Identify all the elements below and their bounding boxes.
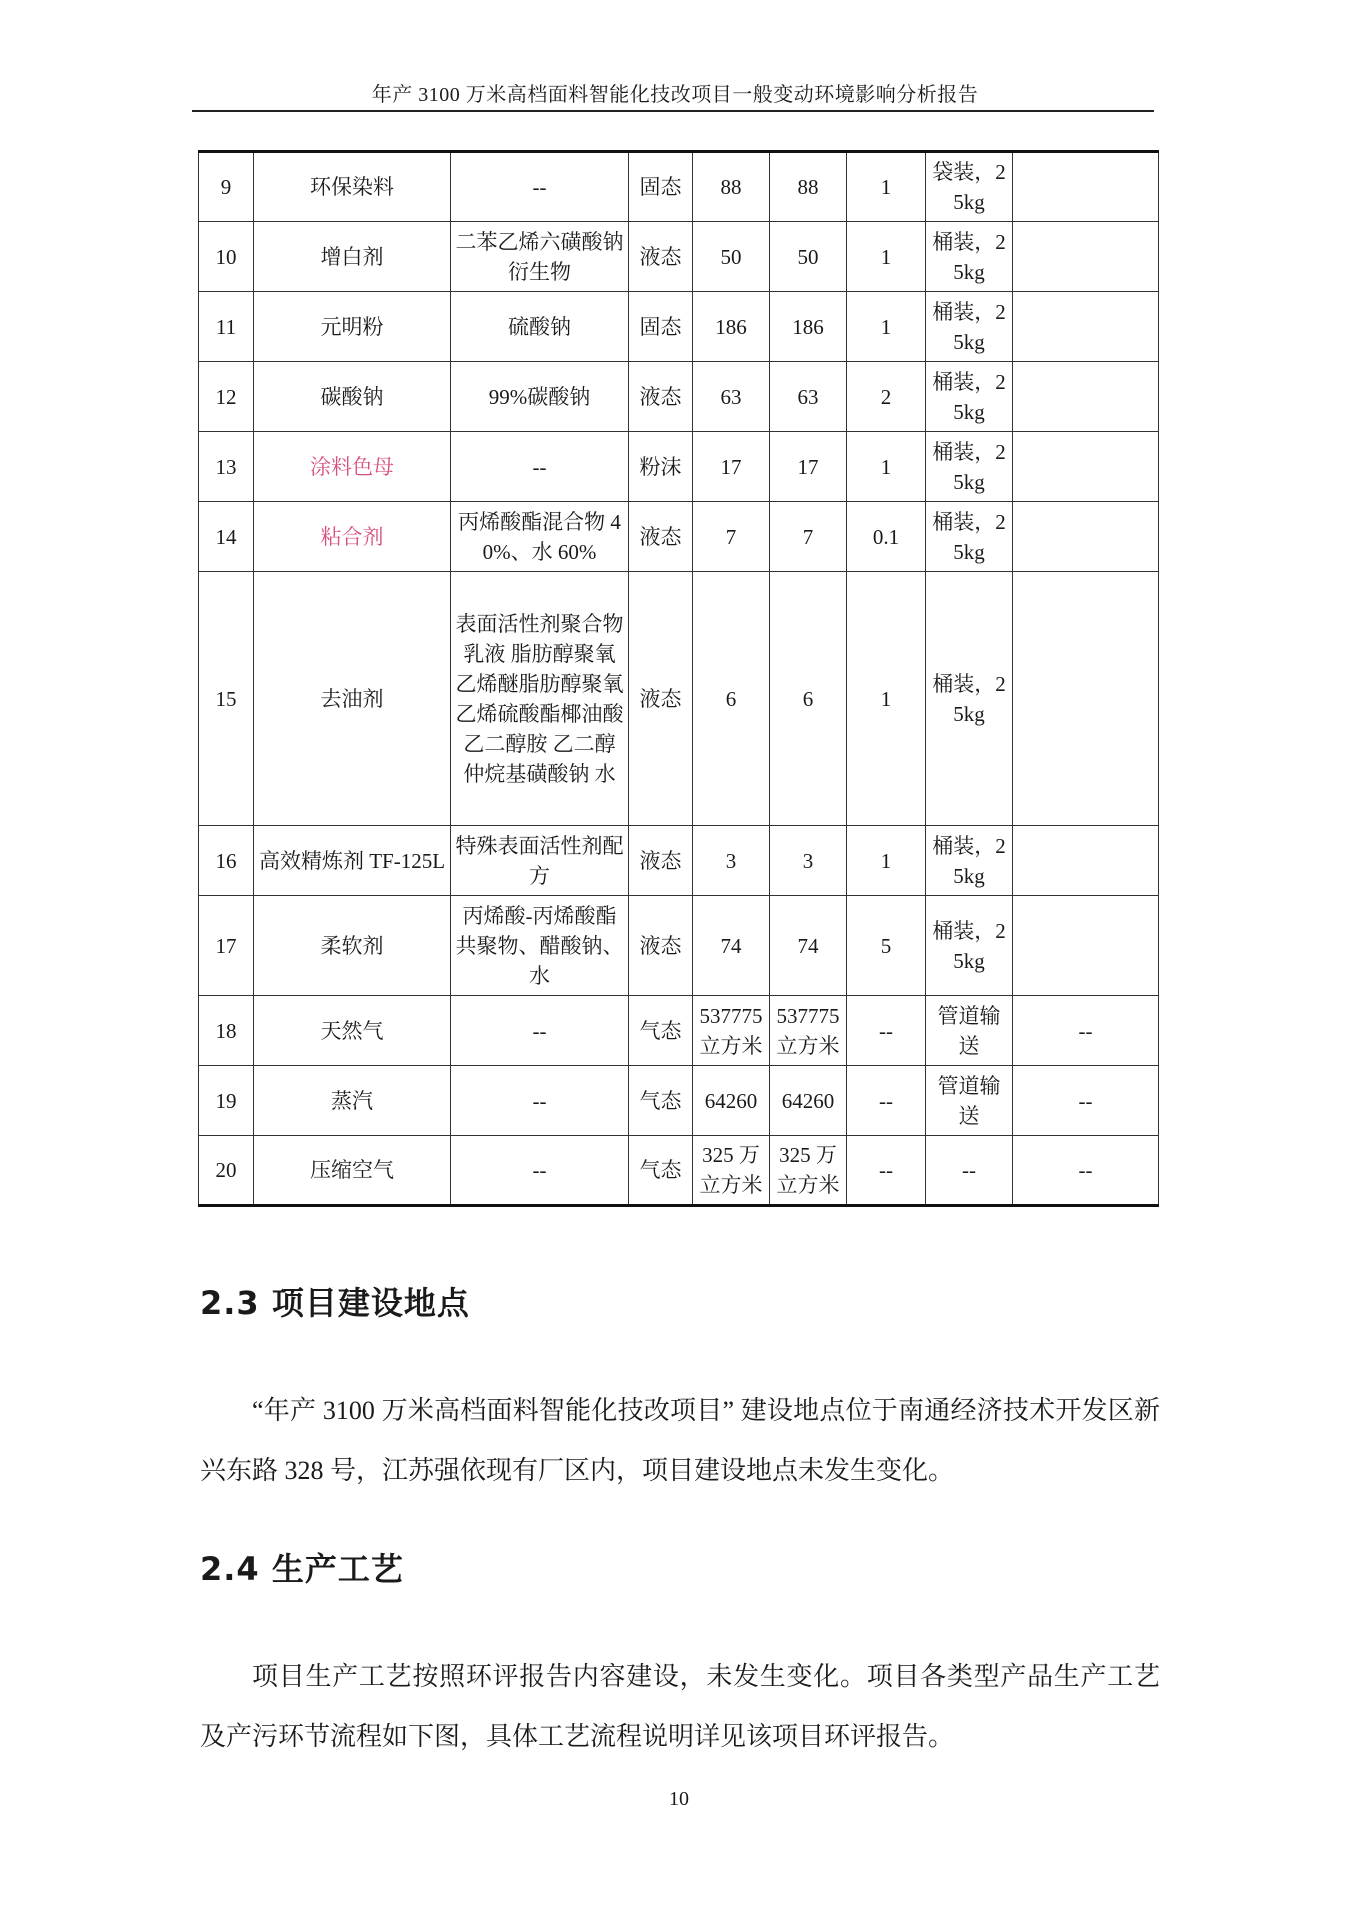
cell-extra bbox=[1013, 896, 1159, 996]
cell-no: 14 bbox=[199, 502, 254, 572]
cell-v2: 17 bbox=[770, 432, 847, 502]
materials-table bbox=[198, 150, 1159, 1207]
cell-name: 环保染料 bbox=[254, 152, 451, 222]
cell-v2: 3 bbox=[770, 826, 847, 896]
cell-no: 19 bbox=[199, 1066, 254, 1136]
cell-state: 气态 bbox=[629, 1066, 693, 1136]
cell-v1: 6 bbox=[693, 572, 770, 826]
cell-extra bbox=[1013, 362, 1159, 432]
cell-state: 气态 bbox=[629, 1136, 693, 1206]
section-paragraph-2-4: 项目生产工艺按照环评报告内容建设，未发生变化。项目各类型产品生产工艺及产污环节流程如下图，具体工艺流程说明详见该项目环评报告。 bbox=[200, 1662, 1160, 1751]
table-row bbox=[199, 432, 1159, 502]
cell-no: 10 bbox=[199, 222, 254, 292]
cell-state: 固态 bbox=[629, 152, 693, 222]
cell-component: -- bbox=[451, 432, 629, 502]
section-heading-2-4: 2.4 生产工艺 bbox=[200, 1550, 404, 1588]
cell-pack: -- bbox=[926, 1136, 1013, 1206]
table-row bbox=[199, 502, 1159, 572]
table-row bbox=[199, 1066, 1159, 1136]
cell-v1: 186 bbox=[693, 292, 770, 362]
cell-component: 特殊表面活性剂配方 bbox=[451, 826, 629, 896]
cell-name: 增白剂 bbox=[254, 222, 451, 292]
cell-v1: 50 bbox=[693, 222, 770, 292]
cell-extra bbox=[1013, 432, 1159, 502]
cell-state: 粉沫 bbox=[629, 432, 693, 502]
cell-pack: 桶装，25kg bbox=[926, 826, 1013, 896]
cell-v1: 537775立方米 bbox=[693, 996, 770, 1066]
cell-name: 涂料色母 bbox=[254, 432, 451, 502]
cell-name: 高效精炼剂 TF-125L bbox=[254, 826, 451, 896]
table-row bbox=[199, 572, 1159, 826]
page-number: 10 bbox=[669, 1788, 689, 1810]
cell-v1: 3 bbox=[693, 826, 770, 896]
cell-no: 16 bbox=[199, 826, 254, 896]
cell-extra bbox=[1013, 222, 1159, 292]
cell-pack: 桶装，25kg bbox=[926, 362, 1013, 432]
cell-extra bbox=[1013, 502, 1159, 572]
cell-state: 液态 bbox=[629, 572, 693, 826]
cell-v2: 74 bbox=[770, 896, 847, 996]
cell-v2: 186 bbox=[770, 292, 847, 362]
cell-v3: 2 bbox=[847, 362, 926, 432]
cell-v2: 325 万立方米 bbox=[770, 1136, 847, 1206]
table-row bbox=[199, 362, 1159, 432]
cell-name: 天然气 bbox=[254, 996, 451, 1066]
cell-pack: 袋装，25kg bbox=[926, 152, 1013, 222]
cell-v2: 50 bbox=[770, 222, 847, 292]
table-row bbox=[199, 292, 1159, 362]
cell-no: 17 bbox=[199, 896, 254, 996]
cell-name: 压缩空气 bbox=[254, 1136, 451, 1206]
cell-v2: 7 bbox=[770, 502, 847, 572]
cell-v1: 88 bbox=[693, 152, 770, 222]
cell-v3: 1 bbox=[847, 826, 926, 896]
cell-extra bbox=[1013, 572, 1159, 826]
cell-v3: 1 bbox=[847, 572, 926, 826]
cell-state: 液态 bbox=[629, 896, 693, 996]
cell-state: 液态 bbox=[629, 362, 693, 432]
cell-state: 气态 bbox=[629, 996, 693, 1066]
cell-v2: 64260 bbox=[770, 1066, 847, 1136]
cell-state: 液态 bbox=[629, 502, 693, 572]
cell-v3: 1 bbox=[847, 222, 926, 292]
cell-v3: 5 bbox=[847, 896, 926, 996]
section-heading-2-3: 2.3 项目建设地点 bbox=[200, 1284, 470, 1322]
cell-no: 20 bbox=[199, 1136, 254, 1206]
cell-v1: 17 bbox=[693, 432, 770, 502]
cell-no: 12 bbox=[199, 362, 254, 432]
cell-v1: 7 bbox=[693, 502, 770, 572]
cell-extra: -- bbox=[1013, 996, 1159, 1066]
cell-v2: 537775立方米 bbox=[770, 996, 847, 1066]
cell-component: 99%碳酸钠 bbox=[451, 362, 629, 432]
cell-pack: 桶装，25kg bbox=[926, 432, 1013, 502]
cell-v3: -- bbox=[847, 996, 926, 1066]
table-row bbox=[199, 826, 1159, 896]
cell-extra: -- bbox=[1013, 1066, 1159, 1136]
table-row bbox=[199, 896, 1159, 996]
cell-state: 液态 bbox=[629, 222, 693, 292]
cell-pack: 管道输送 bbox=[926, 996, 1013, 1066]
cell-extra bbox=[1013, 826, 1159, 896]
cell-name: 去油剂 bbox=[254, 572, 451, 826]
cell-pack: 桶装，25kg bbox=[926, 502, 1013, 572]
cell-state: 固态 bbox=[629, 292, 693, 362]
cell-v3: 1 bbox=[847, 432, 926, 502]
cell-v3: 1 bbox=[847, 152, 926, 222]
cell-no: 18 bbox=[199, 996, 254, 1066]
cell-pack: 桶装，25kg bbox=[926, 222, 1013, 292]
table-row bbox=[199, 996, 1159, 1066]
table-row bbox=[199, 152, 1159, 222]
table-body bbox=[199, 152, 1159, 1206]
cell-no: 11 bbox=[199, 292, 254, 362]
cell-v3: -- bbox=[847, 1066, 926, 1136]
cell-extra bbox=[1013, 292, 1159, 362]
cell-v2: 88 bbox=[770, 152, 847, 222]
cell-name: 蒸汽 bbox=[254, 1066, 451, 1136]
cell-v1: 325 万立方米 bbox=[693, 1136, 770, 1206]
cell-v3: 0.1 bbox=[847, 502, 926, 572]
section-paragraph-2-3: “年产 3100 万米高档面料智能化技改项目” 建设地点位于南通经济技术开发区新兴东路 328 号，江苏强依现有厂区内，项目建设地点未发生变化。 bbox=[200, 1396, 1160, 1485]
table-row bbox=[199, 222, 1159, 292]
cell-name: 元明粉 bbox=[254, 292, 451, 362]
cell-component: -- bbox=[451, 1066, 629, 1136]
cell-component: 硫酸钠 bbox=[451, 292, 629, 362]
cell-v1: 63 bbox=[693, 362, 770, 432]
cell-component: 丙烯酸酯混合物 40%、水 60% bbox=[451, 502, 629, 572]
cell-no: 15 bbox=[199, 572, 254, 826]
cell-no: 13 bbox=[199, 432, 254, 502]
cell-name: 柔软剂 bbox=[254, 896, 451, 996]
cell-pack: 管道输送 bbox=[926, 1066, 1013, 1136]
cell-component: 表面活性剂聚合物乳液 脂肪醇聚氧乙烯醚脂肪醇聚氧乙烯硫酸酯椰油酸乙二醇胺 乙二醇仲烷基磺酸钠 水 bbox=[451, 572, 629, 826]
cell-pack: 桶装，25kg bbox=[926, 292, 1013, 362]
page-header: 年产 3100 万米高档面料智能化技改项目一般变动环境影响分析报告 bbox=[371, 84, 979, 106]
cell-component: -- bbox=[451, 996, 629, 1066]
cell-pack: 桶装，25kg bbox=[926, 896, 1013, 996]
cell-no: 9 bbox=[199, 152, 254, 222]
cell-component: -- bbox=[451, 152, 629, 222]
cell-component: 二苯乙烯六磺酸钠衍生物 bbox=[451, 222, 629, 292]
cell-v1: 74 bbox=[693, 896, 770, 996]
cell-extra: -- bbox=[1013, 1136, 1159, 1206]
cell-v3: -- bbox=[847, 1136, 926, 1206]
cell-v1: 64260 bbox=[693, 1066, 770, 1136]
cell-component: 丙烯酸-丙烯酸酯共聚物、醋酸钠、水 bbox=[451, 896, 629, 996]
cell-v2: 63 bbox=[770, 362, 847, 432]
cell-v3: 1 bbox=[847, 292, 926, 362]
cell-state: 液态 bbox=[629, 826, 693, 896]
cell-component: -- bbox=[451, 1136, 629, 1206]
cell-name: 碳酸钠 bbox=[254, 362, 451, 432]
cell-v2: 6 bbox=[770, 572, 847, 826]
header-rule bbox=[192, 110, 1154, 112]
cell-name: 粘合剂 bbox=[254, 502, 451, 572]
cell-pack: 桶装，25kg bbox=[926, 572, 1013, 826]
table-row bbox=[199, 1136, 1159, 1206]
cell-extra bbox=[1013, 152, 1159, 222]
